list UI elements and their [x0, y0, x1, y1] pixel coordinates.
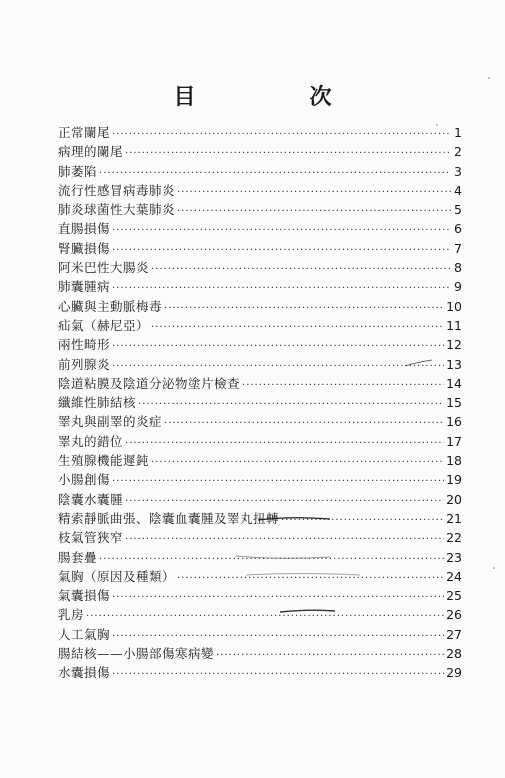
toc-entry-title: 睪丸與副睪的炎症 [58, 414, 163, 430]
toc-entry-title: 肺囊腫病 [58, 279, 111, 295]
toc-entry-title: 疝氣（赫尼亞） [58, 317, 150, 333]
toc-entry-page: 15 [446, 395, 462, 411]
toc-entry-title: 流行性感冒病毒肺炎 [58, 182, 176, 198]
toc-entry-page: 21 [446, 510, 462, 526]
toc-leader-dots [112, 665, 444, 684]
toc-leader-dots [151, 318, 444, 337]
toc-leader-dots [112, 472, 444, 491]
toc-entry-page: 9 [454, 279, 462, 295]
toc-leader-dots [125, 530, 444, 549]
toc-entry [58, 625, 462, 644]
toc-entry-page: 22 [446, 530, 462, 546]
toc-entry [58, 644, 462, 663]
toc-entry-title: 乳房 [58, 607, 85, 623]
toc-entry-page: 24 [446, 568, 462, 584]
toc-leader-dots [242, 376, 444, 395]
toc-entry-title: 纖維性肺結核 [58, 395, 137, 411]
page-title: 目 次 [173, 85, 378, 110]
toc-entry-title: 兩性畸形 [58, 337, 111, 353]
toc-entry [58, 548, 462, 567]
toc-entry [58, 181, 462, 200]
toc-entry [58, 412, 462, 431]
toc-entry-title: 腸結核——小腸部傷寒病變 [58, 646, 215, 662]
table-of-contents [58, 123, 462, 683]
toc-entry-title: 肺萎陷 [58, 163, 98, 179]
toc-entry [58, 432, 462, 451]
toc-entry-title: 睪丸的錯位 [58, 433, 124, 449]
toc-entry-page: 18 [446, 453, 462, 469]
toc-leader-dots [112, 588, 444, 607]
toc-entry-title: 前列腺炎 [58, 356, 111, 372]
toc-leader-dots [125, 434, 444, 453]
toc-entry [58, 239, 462, 258]
toc-entry-title: 直腸損傷 [58, 221, 111, 237]
toc-leader-dots [86, 607, 444, 626]
toc-entry-title: 心臟與主動脈梅毒 [58, 298, 163, 314]
toc-entry-title: 氣囊損傷 [58, 588, 111, 604]
toc-entry-page: 2 [454, 144, 462, 160]
toc-entry-page: 17 [446, 433, 462, 449]
toc-entry [58, 374, 462, 393]
toc-entry [58, 355, 462, 374]
toc-leader-dots [112, 125, 451, 144]
toc-entry [58, 528, 462, 547]
toc-leader-dots [112, 279, 451, 298]
toc-entry-title: 腸套疊 [58, 549, 98, 565]
toc-leader-dots [151, 260, 452, 279]
toc-entry-page: 25 [446, 588, 462, 604]
toc-entry-title: 肺炎球菌性大葉肺炎 [58, 202, 176, 218]
toc-entry-title: 病理的闌尾 [58, 144, 124, 160]
toc-entry-title: 生殖腺機能遲鈍 [58, 453, 150, 469]
toc-entry-title: 精索靜脈曲張、陰囊血囊腫及睪丸扭轉 [58, 510, 280, 526]
toc-entry-page: 26 [446, 607, 462, 623]
toc-entry-page: 3 [454, 163, 462, 179]
toc-leader-dots [177, 183, 452, 202]
toc-entry-page: 11 [446, 317, 462, 333]
toc-entry [58, 586, 462, 605]
toc-entry-page: 4 [454, 182, 462, 198]
toc-entry-page: 20 [446, 491, 462, 507]
toc-entry [58, 258, 462, 277]
toc-entry [58, 451, 462, 470]
toc-entry-title: 正常闌尾 [58, 125, 111, 140]
toc-entry-page: 10 [446, 298, 462, 314]
toc-leader-dots [177, 569, 444, 588]
toc-leader-dots [151, 453, 444, 472]
toc-entry-title: 人工氣胸 [58, 626, 111, 642]
toc-entry-page: 23 [446, 549, 462, 565]
toc-entry-page: 12 [446, 337, 462, 353]
toc-entry-title: 枝氣管狹窄 [58, 530, 124, 546]
toc-entry-title: 小腸創傷 [58, 472, 111, 488]
toc-leader-dots [112, 221, 451, 240]
toc-entry-title: 水囊損傷 [58, 665, 111, 681]
toc-entry-page: 6 [454, 221, 462, 237]
toc-entry-title: 阿米巴性大腸炎 [58, 260, 150, 276]
toc-leader-dots [164, 299, 444, 318]
toc-entry [58, 509, 462, 528]
toc-entry [58, 490, 462, 509]
toc-entry-page: 1 [454, 125, 462, 140]
toc-leader-dots [216, 646, 444, 665]
toc-entry [58, 277, 462, 296]
toc-entry-title: 陰囊水囊腫 [58, 491, 124, 507]
toc-entry-page: 5 [454, 202, 462, 218]
toc-leader-dots [112, 241, 451, 260]
toc-entry-page: 14 [446, 375, 462, 391]
toc-entry-page: 7 [454, 240, 462, 256]
toc-entry-page: 16 [446, 414, 462, 430]
toc-leader-dots [281, 511, 444, 530]
toc-entry [58, 393, 462, 412]
toc-entry [58, 219, 462, 238]
toc-entry [58, 605, 462, 624]
toc-entry [58, 316, 462, 335]
toc-leader-dots [125, 144, 451, 163]
toc-entry-page: 8 [454, 260, 462, 276]
toc-entry [58, 297, 462, 316]
toc-entry [58, 200, 462, 219]
toc-entry [58, 123, 462, 142]
toc-leader-dots [164, 414, 444, 433]
toc-entry [58, 567, 462, 586]
toc-entry-page: 27 [446, 626, 462, 642]
toc-entry-page: 28 [446, 646, 462, 662]
toc-entry [58, 142, 462, 161]
toc-entry-page: 13 [446, 356, 462, 372]
toc-entry-page: 19 [446, 472, 462, 488]
toc-entry [58, 663, 462, 682]
toc-entry [58, 470, 462, 489]
toc-entry-title: 氣胸（原因及種類） [58, 568, 176, 584]
toc-entry-title: 腎臟損傷 [58, 240, 111, 256]
toc-leader-dots [112, 337, 444, 356]
toc-entry [58, 335, 462, 354]
toc-leader-dots [138, 395, 444, 414]
toc-entry-page: 29 [446, 665, 462, 681]
toc-leader-dots [177, 202, 452, 221]
toc-entry [58, 162, 462, 181]
toc-entry-title: 陰道粘膜及陰道分泌物塗片檢查 [58, 375, 241, 391]
